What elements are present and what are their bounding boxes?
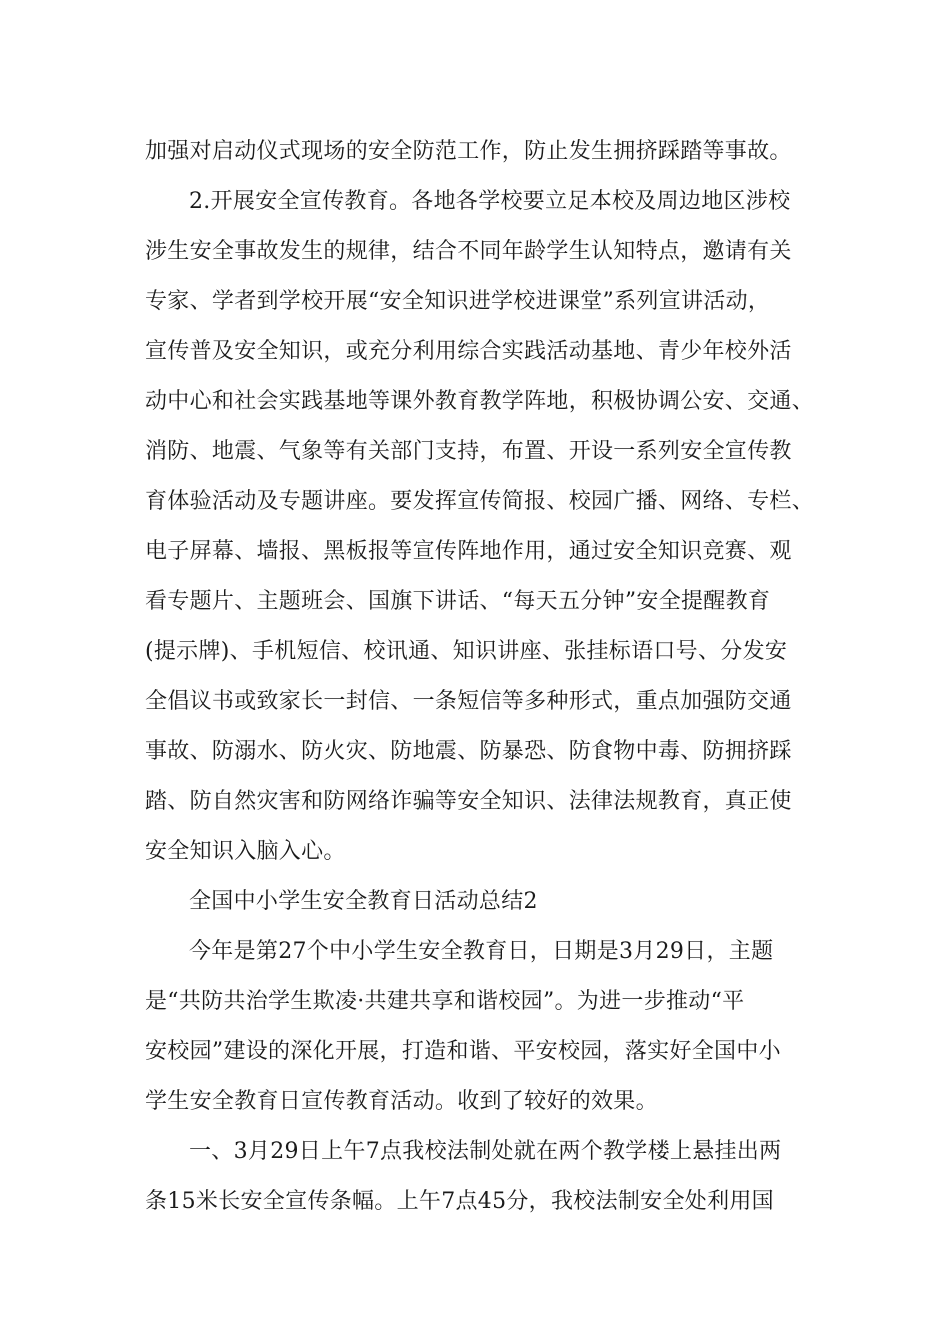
text-line: 宣传普及安全知识，或充分利用综合实践活动基地、青少年校外活 <box>145 339 792 364</box>
paragraph-start-line: 今年是第27个中小学生安全教育日，日期是3月29日，主题 <box>189 939 774 964</box>
text-line: (提示牌)、手机短信、校讯通、知识讲座、张挂标语口号、分发安 <box>145 639 788 664</box>
text-line: 动中心和社会实践基地等课外教育教学阵地，积极协调公安、交通、 <box>145 389 815 414</box>
text-line: 安全知识入脑入心。 <box>145 839 346 864</box>
text-line: 消防、地震、气象等有关部门支持，布置、开设一系列安全宣传教 <box>145 439 792 464</box>
text-line: 育体验活动及专题讲座。要发挥宣传简报、校园广播、网络、专栏、 <box>145 489 815 514</box>
paragraph-start-line: 一、3月29日上午7点我校法制处就在两个教学楼上悬挂出两 <box>189 1139 782 1164</box>
text-line: 是“共防共治学生欺凌·共建共享和谐校园”。为进一步推动“平 <box>145 989 745 1014</box>
text-line: 学生安全教育日宣传教育活动。收到了较好的效果。 <box>145 1089 658 1114</box>
section-heading: 全国中小学生安全教育日活动总结2 <box>189 889 538 914</box>
text-line: 全倡议书或致家长一封信、一条短信等多种形式，重点加强防交通 <box>145 689 792 714</box>
text-line: 加强对启动仪式现场的安全防范工作，防止发生拥挤踩踏等事故。 <box>145 139 792 164</box>
text-line: 涉生安全事故发生的规律，结合不同年龄学生认知特点，邀请有关 <box>145 239 792 264</box>
text-line: 安校园”建设的深化开展，打造和谐、平安校园，落实好全国中小 <box>145 1039 781 1064</box>
paragraph-start-line: 2.开展安全宣传教育。各地各学校要立足本校及周边地区涉校 <box>189 189 791 214</box>
text-line: 看专题片、主题班会、国旗下讲话、“每天五分钟”安全提醒教育 <box>145 589 771 614</box>
text-line: 踏、防自然灾害和防网络诈骗等安全知识、法律法规教育，真正使 <box>145 789 792 814</box>
text-line: 条15米长安全宣传条幅。上午7点45分，我校法制安全处利用国 <box>145 1189 774 1214</box>
text-line: 事故、防溺水、防火灾、防地震、防暴恐、防食物中毒、防拥挤踩 <box>145 739 792 764</box>
text-line: 电子屏幕、墙报、黑板报等宣传阵地作用，通过安全知识竞赛、观 <box>145 539 792 564</box>
text-line: 专家、学者到学校开展“安全知识进学校进课堂”系列宣讲活动， <box>145 289 771 314</box>
